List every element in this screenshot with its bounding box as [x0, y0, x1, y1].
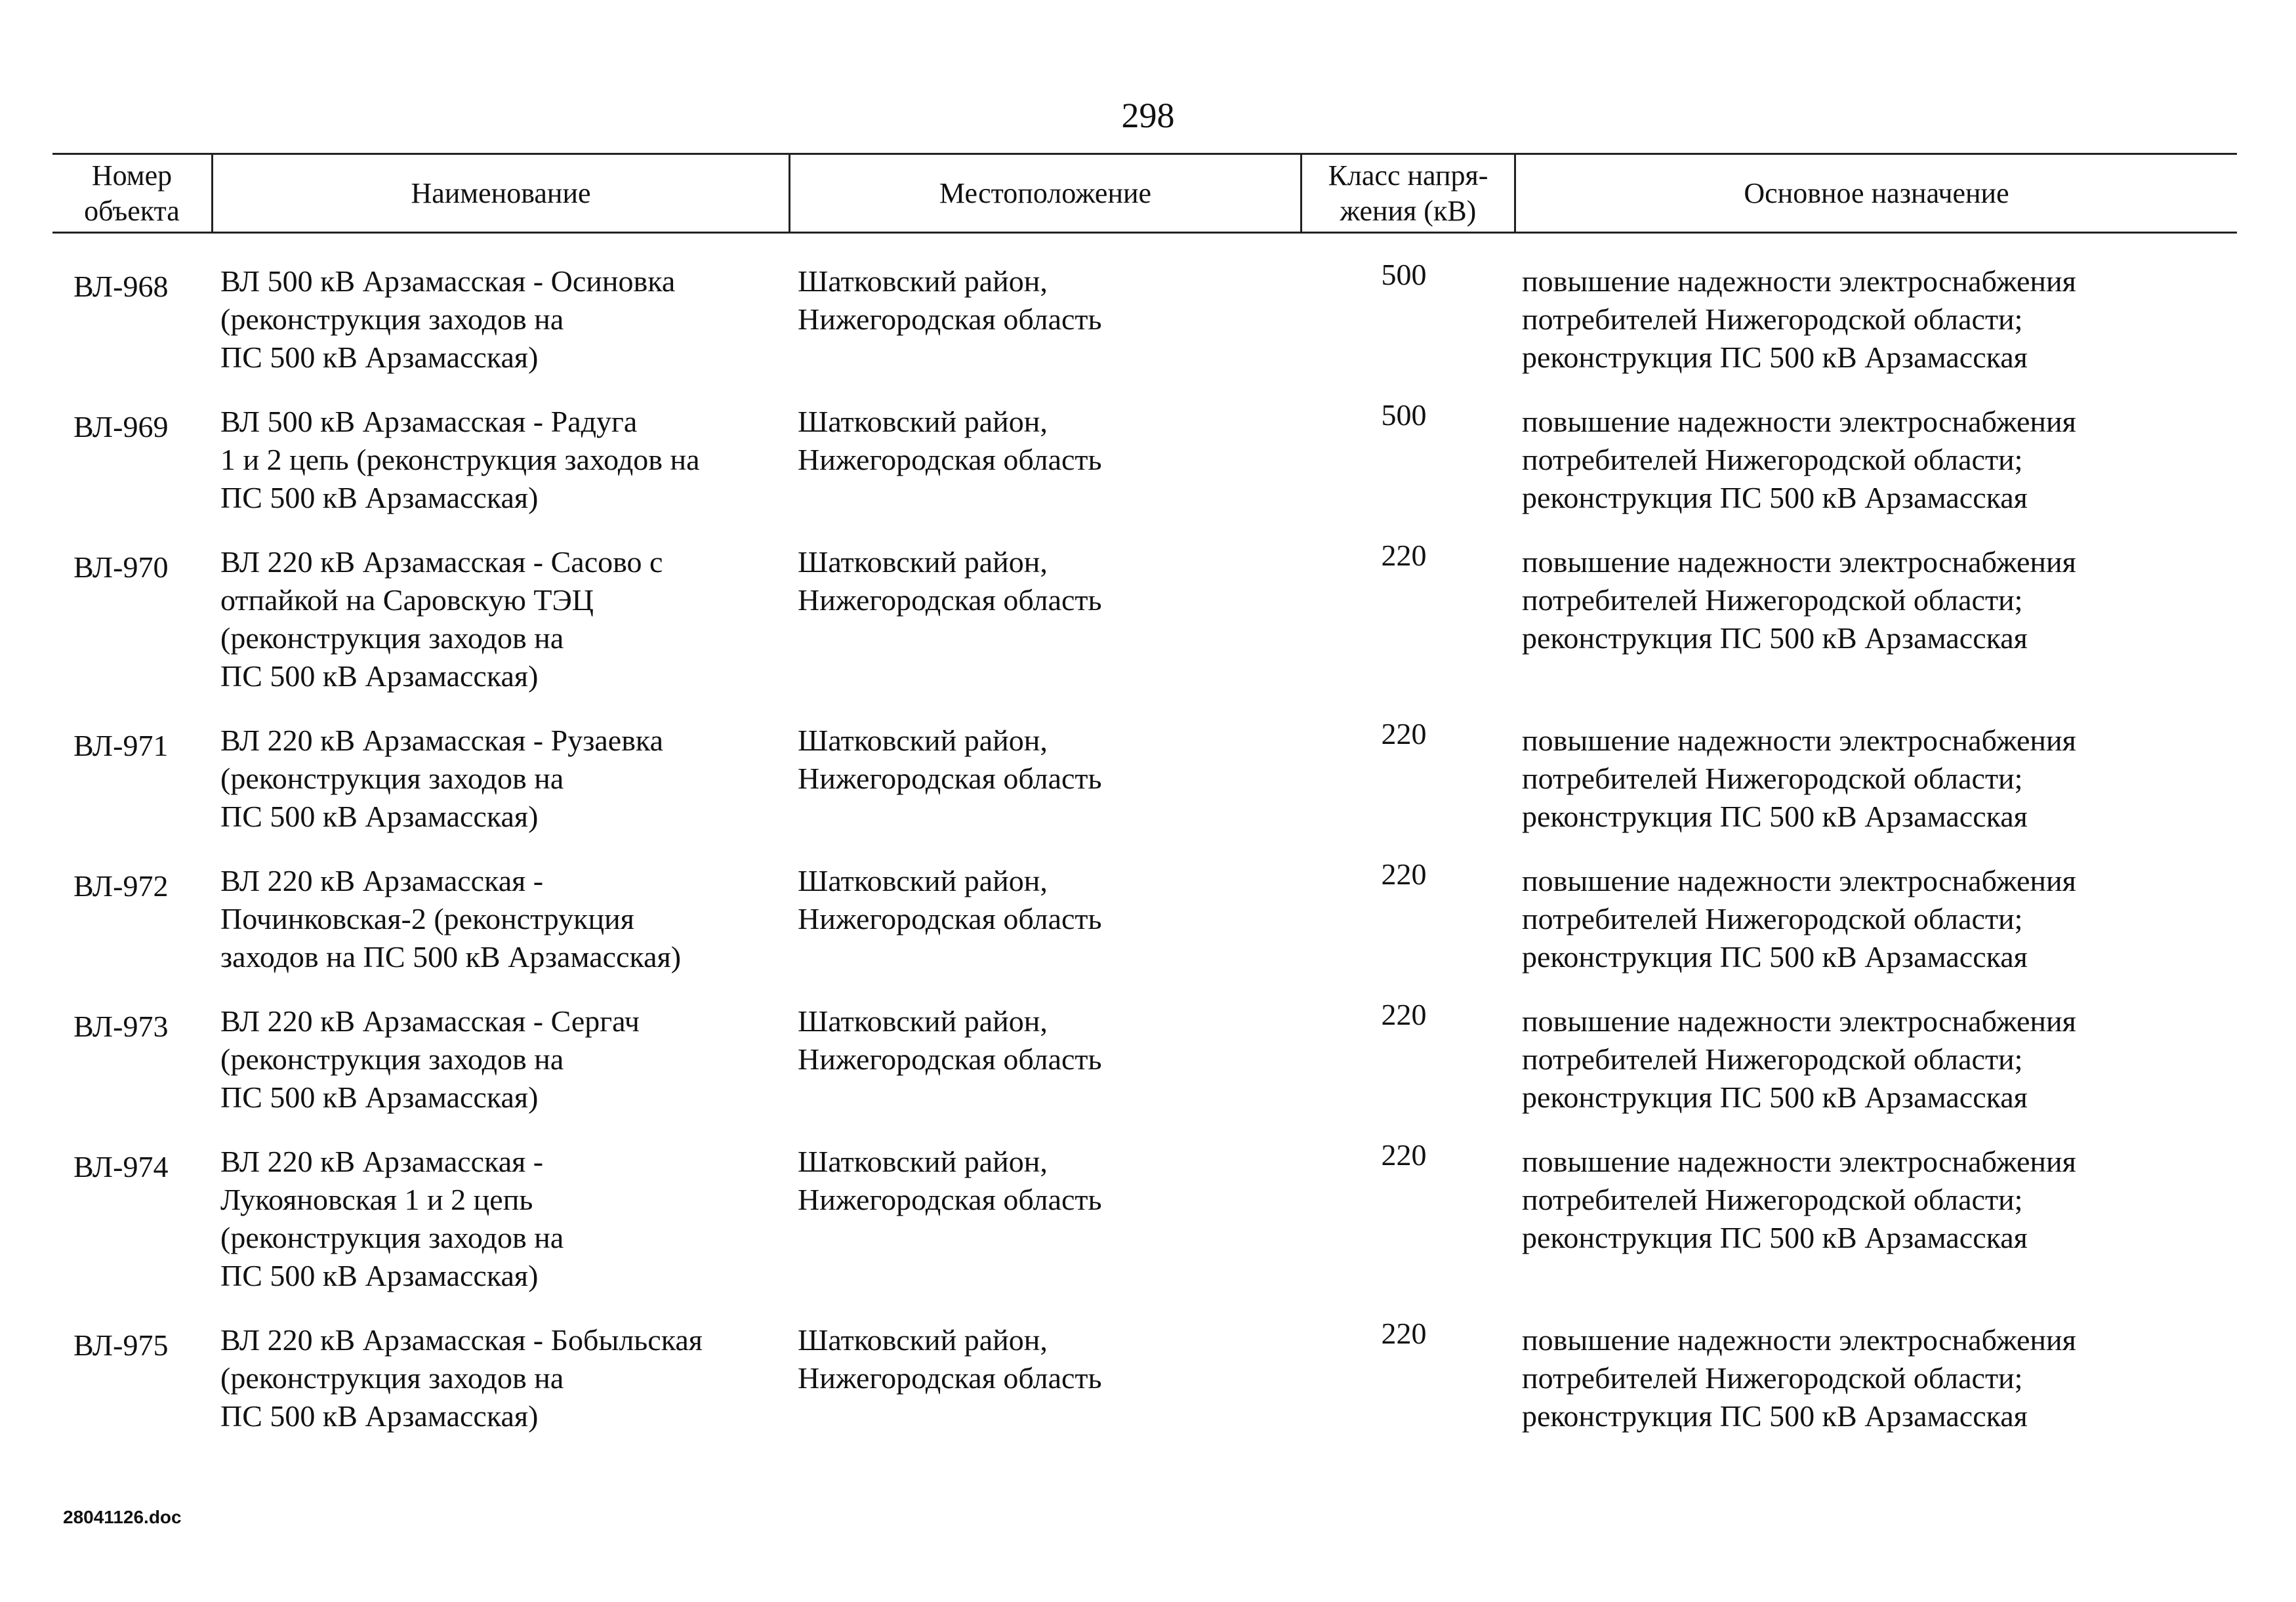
object-location	[798, 403, 1309, 479]
object-name-line: Лукояновская 1 и 2 цепь	[220, 1183, 533, 1216]
object-purpose	[1522, 1321, 2237, 1435]
object-name-line: (реконструкция заходов на	[220, 1361, 564, 1395]
object-purpose-line: повышение надежности электроснабжения	[1522, 1004, 2076, 1038]
object-location-line: Шатковский район,	[798, 1004, 1048, 1038]
page-number: 298	[1121, 96, 1175, 135]
table-row	[52, 539, 2237, 706]
object-purpose-line: реконструкция ПС 500 кВ Арзамасская	[1522, 621, 2028, 655]
header-name: Наименование	[211, 155, 789, 232]
object-location	[798, 862, 1309, 938]
object-location-line: Нижегородская область	[798, 902, 1102, 935]
object-location-line: Шатковский район,	[798, 545, 1048, 579]
object-location	[798, 1002, 1309, 1078]
object-purpose	[1522, 1002, 2237, 1117]
object-name-line: 1 и 2 цепь (реконструкция заходов на	[220, 443, 700, 476]
object-purpose	[1522, 403, 2237, 517]
voltage-class: 220	[1381, 857, 1427, 891]
object-purpose	[1522, 722, 2237, 836]
object-location-line: Шатковский район,	[798, 1145, 1048, 1178]
table-row	[52, 258, 2237, 387]
object-purpose-line: реконструкция ПС 500 кВ Арзамасская	[1522, 1080, 2028, 1114]
object-name-line: (реконструкция заходов на	[220, 1042, 564, 1076]
object-name	[220, 722, 798, 836]
object-name	[220, 403, 798, 517]
object-purpose-line: реконструкция ПС 500 кВ Арзамасская	[1522, 800, 2028, 833]
object-purpose-line: повышение надежности электроснабжения	[1522, 1323, 2076, 1357]
object-purpose-line: потребителей Нижегородской области;	[1522, 762, 2023, 795]
object-purpose	[1522, 543, 2237, 657]
object-purpose-line: потребителей Нижегородской области;	[1522, 902, 2023, 935]
object-name-line: ВЛ 500 кВ Арзамасская - Осиновка	[220, 264, 676, 298]
object-number: ВЛ-972	[73, 869, 169, 903]
header-voltage-line: Класс напря-	[1328, 159, 1488, 192]
object-name-line: ВЛ 220 кВ Арзамасская -	[220, 864, 544, 897]
object-number: ВЛ-969	[73, 410, 169, 443]
voltage-class: 500	[1381, 398, 1427, 432]
object-name-line: ПС 500 кВ Арзамасская)	[220, 1080, 539, 1114]
object-purpose-line: потребителей Нижегородской области;	[1522, 583, 2023, 617]
object-number: ВЛ-973	[73, 1010, 169, 1043]
object-location-line: Шатковский район,	[798, 1323, 1048, 1357]
object-location-line: Нижегородская область	[798, 443, 1102, 476]
object-purpose-line: повышение надежности электроснабжения	[1522, 724, 2076, 757]
object-purpose-line: повышение надежности электроснабжения	[1522, 1145, 2076, 1178]
table-header	[52, 153, 2237, 234]
object-location-line: Шатковский район,	[798, 864, 1048, 897]
object-location-line: Шатковский район,	[798, 264, 1048, 298]
object-purpose-line: повышение надежности электроснабжения	[1522, 264, 2076, 298]
object-location-line: Нижегородская область	[798, 1361, 1102, 1395]
header-object-number-line: Номер	[91, 159, 173, 192]
object-purpose-line: реконструкция ПС 500 кВ Арзамасская	[1522, 1399, 2028, 1433]
object-location-line: Нижегородская область	[798, 583, 1102, 617]
object-name-line: заходов на ПС 500 кВ Арзамасская)	[220, 940, 682, 974]
object-purpose-line: реконструкция ПС 500 кВ Арзамасская	[1522, 340, 2028, 374]
object-name	[220, 1321, 798, 1435]
object-number: ВЛ-968	[73, 270, 169, 303]
object-number: ВЛ-970	[73, 550, 169, 584]
object-location	[798, 262, 1309, 339]
voltage-class: 220	[1381, 1138, 1427, 1172]
object-purpose	[1522, 1143, 2237, 1257]
object-purpose	[1522, 862, 2237, 976]
object-number: ВЛ-971	[73, 729, 169, 762]
footer-filename: 28041126.doc	[63, 1507, 182, 1527]
object-name-line: ВЛ 220 кВ Арзамасская - Рузаевка	[220, 724, 663, 757]
object-name-line: ПС 500 кВ Арзамасская)	[220, 1399, 539, 1433]
object-name-line: ВЛ 220 кВ Арзамасская -	[220, 1145, 544, 1178]
object-name-line: отпайкой на Саровскую ТЭЦ	[220, 583, 594, 617]
table-row	[52, 857, 2237, 987]
header-location: Местоположение	[789, 155, 1300, 232]
header-purpose: Основное назначение	[1514, 155, 2237, 232]
table-row	[52, 1317, 2237, 1446]
object-purpose-line: потребителей Нижегородской области;	[1522, 1361, 2023, 1395]
object-name-line: (реконструкция заходов на	[220, 1221, 564, 1254]
object-name-line: ПС 500 кВ Арзамасская)	[220, 340, 539, 374]
object-location-line: Нижегородская область	[798, 1042, 1102, 1076]
object-name-line: (реконструкция заходов на	[220, 762, 564, 795]
object-purpose-line: потребителей Нижегородской области;	[1522, 443, 2023, 476]
object-location	[798, 543, 1309, 619]
object-name-line: ПС 500 кВ Арзамасская)	[220, 659, 539, 693]
object-name-line: ВЛ 500 кВ Арзамасская - Радуга	[220, 405, 638, 438]
object-location	[798, 1321, 1309, 1397]
object-name-line: ПС 500 кВ Арзамасская)	[220, 1259, 539, 1292]
voltage-class: 220	[1381, 717, 1427, 750]
object-name	[220, 543, 798, 695]
object-name-line: ПС 500 кВ Арзамасская)	[220, 481, 539, 514]
object-name	[220, 1143, 798, 1295]
voltage-class: 500	[1381, 258, 1427, 291]
table-body	[52, 258, 2237, 1462]
object-purpose-line: потребителей Нижегородской области;	[1522, 1183, 2023, 1216]
object-name-line: (реконструкция заходов на	[220, 621, 564, 655]
object-location-line: Шатковский район,	[798, 724, 1048, 757]
object-purpose-line: повышение надежности электроснабжения	[1522, 864, 2076, 897]
table-row	[52, 717, 2237, 846]
table-row	[52, 398, 2237, 527]
object-name	[220, 1002, 798, 1117]
object-name-line: Починковская-2 (реконструкция	[220, 902, 634, 935]
header-voltage	[1300, 155, 1514, 232]
object-number: ВЛ-975	[73, 1328, 169, 1362]
header-object-number	[52, 155, 211, 232]
object-location-line: Нижегородская область	[798, 762, 1102, 795]
voltage-class: 220	[1381, 1317, 1427, 1350]
object-name	[220, 262, 798, 377]
object-purpose-line: потребителей Нижегородской области;	[1522, 302, 2023, 336]
object-name-line: ВЛ 220 кВ Арзамасская - Сасово с	[220, 545, 663, 579]
object-name-line: ВЛ 220 кВ Арзамасская - Сергач	[220, 1004, 640, 1038]
object-purpose-line: реконструкция ПС 500 кВ Арзамасская	[1522, 1221, 2028, 1254]
object-purpose-line: повышение надежности электроснабжения	[1522, 545, 2076, 579]
object-purpose-line: реконструкция ПС 500 кВ Арзамасская	[1522, 940, 2028, 974]
object-name-line: ВЛ 220 кВ Арзамасская - Бобыльская	[220, 1323, 703, 1357]
object-purpose-line: повышение надежности электроснабжения	[1522, 405, 2076, 438]
object-location	[798, 722, 1309, 798]
object-name-line: ПС 500 кВ Арзамасская)	[220, 800, 539, 833]
object-name-line: (реконструкция заходов на	[220, 302, 564, 336]
object-location-line: Нижегородская область	[798, 1183, 1102, 1216]
voltage-class: 220	[1381, 998, 1427, 1031]
object-location-line: Нижегородская область	[798, 302, 1102, 336]
table-row	[52, 998, 2237, 1127]
object-purpose-line: потребителей Нижегородской области;	[1522, 1042, 2023, 1076]
voltage-class: 220	[1381, 539, 1427, 572]
header-voltage-line: жения (кВ)	[1340, 194, 1477, 227]
table-row	[52, 1138, 2237, 1305]
object-name	[220, 862, 798, 976]
object-location	[798, 1143, 1309, 1219]
object-number: ВЛ-974	[73, 1150, 169, 1183]
object-location-line: Шатковский район,	[798, 405, 1048, 438]
header-object-number-line: объекта	[84, 194, 180, 227]
object-purpose	[1522, 262, 2237, 377]
object-purpose-line: реконструкция ПС 500 кВ Арзамасская	[1522, 481, 2028, 514]
